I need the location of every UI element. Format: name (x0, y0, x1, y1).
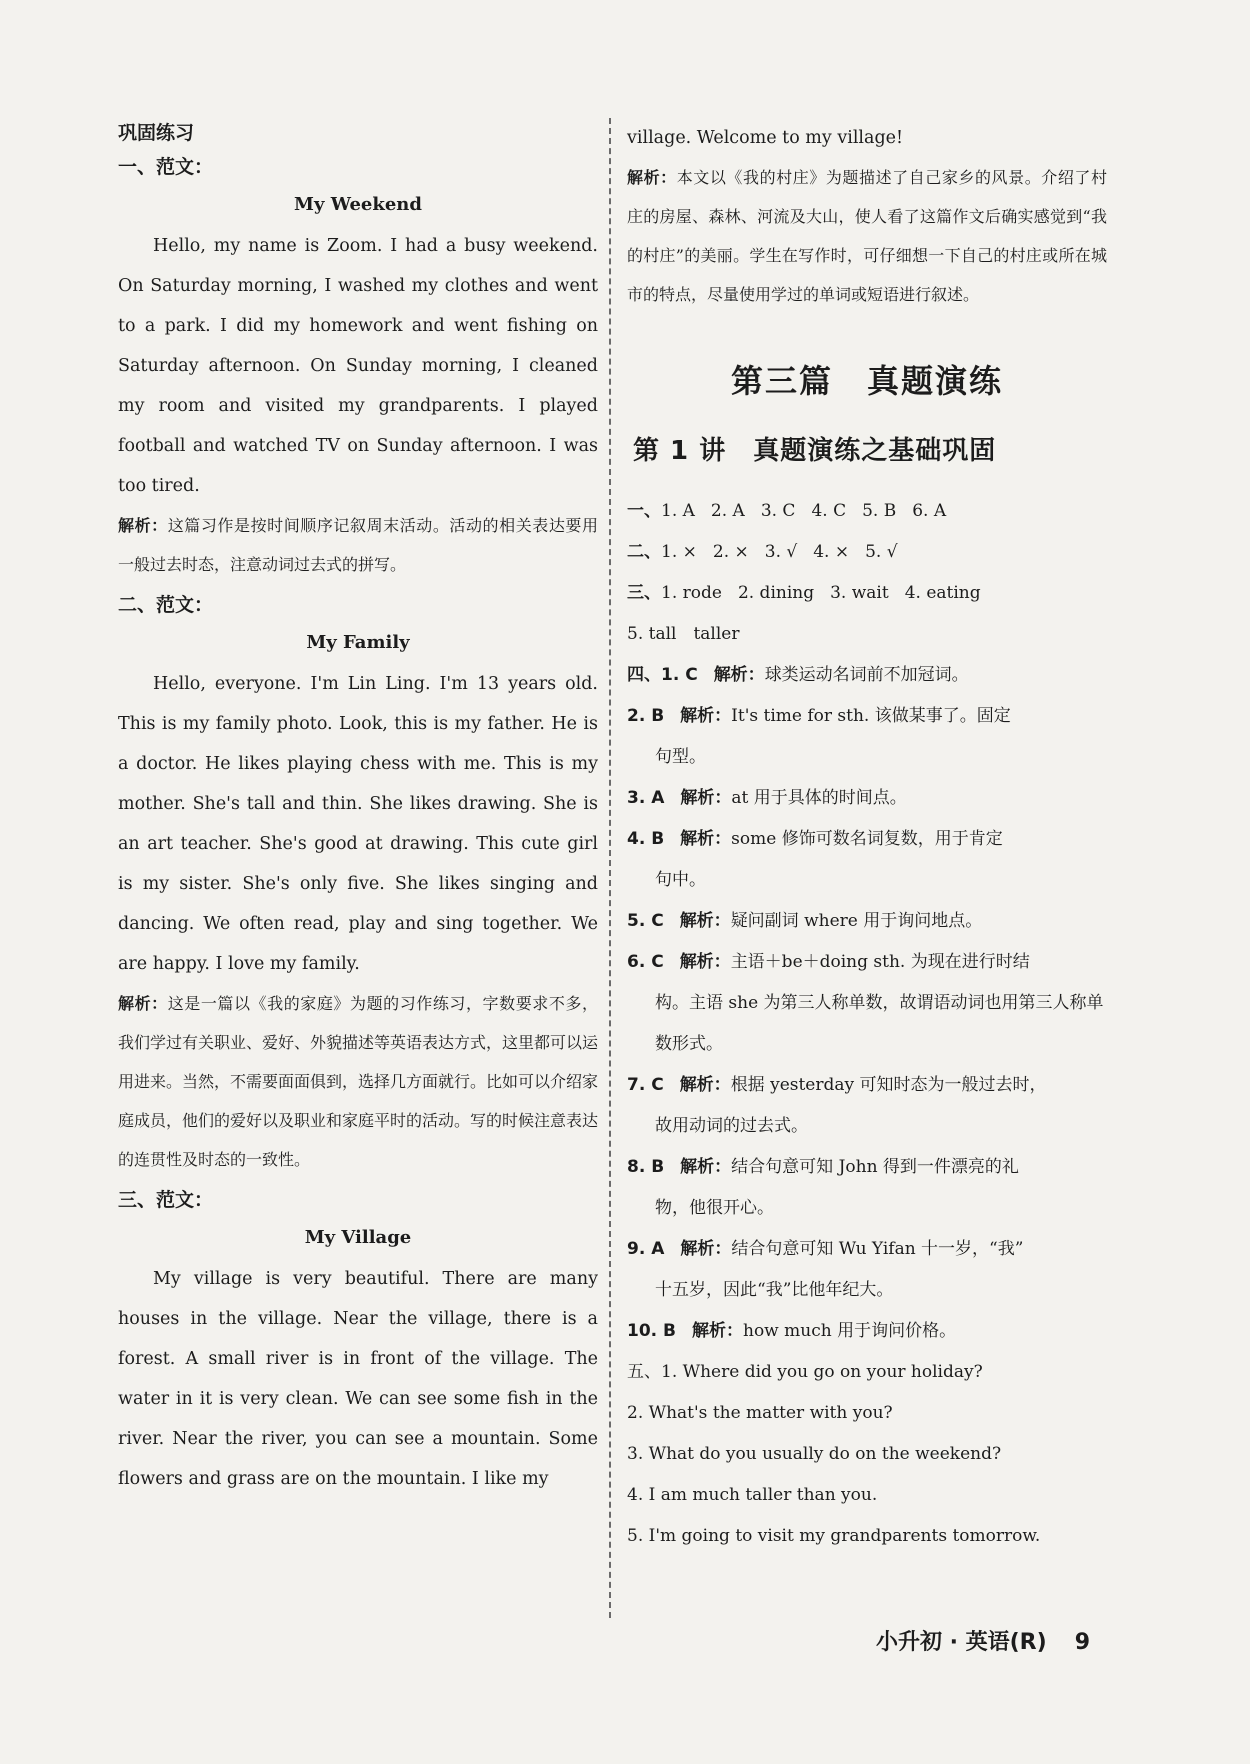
answer-row-1 (627, 491, 1107, 532)
answer-prefix: 三、 (627, 583, 661, 603)
answer-item-row (627, 655, 1107, 696)
answer-number: 8. B (627, 1157, 665, 1177)
left-column (118, 118, 598, 1499)
analysis-label: 解析： (713, 665, 765, 685)
analysis-text: how much 用于询问价格。 (743, 1321, 957, 1341)
essay-2-body: Hello, everyone. I'm Lin Ling. I'm 13 years old. This is my family photo. Look, this is my father. He is a doctor. He likes playing chess with me. This is my mother. She's tall and thin. She likes drawing. She is an art teacher. She's good at drawing. This cute girl is my sister. She's only five. She likes singing and dancing. We often read, play and sing together. We are happy. I love my family. (118, 674, 598, 974)
answer-prefix: 一、 (627, 501, 661, 521)
answer-list-5 (627, 1352, 1107, 1557)
answer-item: 3. √ (764, 542, 798, 562)
essay-3-analysis (627, 158, 1107, 314)
answer-number: 4. B (627, 829, 665, 849)
analysis-text: 这篇习作是按时间顺序记叙周末活动。活动的相关表达要用一般过去时态，注意动词过去式的拼写。 (118, 516, 598, 574)
answer-item: 5. B (862, 501, 897, 521)
essay-2-analysis (118, 984, 598, 1179)
sentence-answer: 2. What's the matter with you? (627, 1403, 893, 1423)
answer-item: 2. A (710, 501, 745, 521)
answer-item: 1. A (661, 501, 695, 521)
analysis-text: 主语＋be＋doing sth. 为现在进行时结 (730, 952, 1030, 972)
answer-item: 1. × (661, 542, 697, 562)
analysis-text: It's time for sth. 该做某事了。固定 (731, 706, 1011, 726)
analysis-continuation: 句型。 (655, 747, 706, 767)
essay-1-analysis (118, 506, 598, 584)
answer-item-row (627, 1229, 1107, 1311)
analysis-text: 这是一篇以《我的家庭》为题的习作练习，字数要求不多，我们学过有关职业、爱好、外貌描述等英语表达方式，这里都可以运用进来。当然，不需要面面俱到，选择几方面就行。比如可以介绍家庭成员，他们的爱好以及职业和家庭平时的活动。写的时候注意表达的连贯性及时态的一致性。 (118, 994, 599, 1169)
answer-row-3b: 5. tall taller (627, 624, 740, 644)
answer-item: 4. C (811, 501, 847, 521)
answer-number: 四、1. C (627, 665, 698, 685)
answer-prefix: 二、 (627, 542, 661, 562)
sentence-answer: 4. I am much taller than you. (627, 1485, 878, 1505)
answer-number: 9. A (627, 1239, 665, 1259)
analysis-continuation: 故用动词的过去式。 (655, 1116, 808, 1136)
answer-item-row (627, 1147, 1107, 1229)
answer-item: 4. × (813, 542, 850, 562)
answer-item-row (627, 1311, 1107, 1352)
essay-1-label: 一、范文： (118, 156, 214, 178)
page-footer (876, 1625, 1090, 1656)
answer-number: 10. B (627, 1321, 676, 1341)
answer-number: 7. C (627, 1075, 664, 1095)
analysis-text: 结合句意可知 Wu Yifan 十一岁，“我” (731, 1239, 1024, 1259)
essay-1-title: My Weekend (294, 194, 422, 215)
analysis-label: 解析： (118, 994, 168, 1013)
essay-3-body: My village is very beautiful. There are many houses in the village. Near the village, there is a forest. A small river is in front of the village. The water in it is very clean. We can see some fish in the river. Near the river, you can see a mountain. Some flowers and grass are on the mountain. I like my (118, 1269, 598, 1489)
analysis-label: 解析： (679, 1075, 731, 1095)
analysis-label: 解析： (680, 706, 732, 726)
sentence-answer: 五、1. Where did you go on your holiday? (627, 1362, 983, 1382)
analysis-label: 解析： (680, 829, 732, 849)
page-number: 9 (1074, 1630, 1090, 1655)
analysis-label: 解析： (118, 516, 168, 535)
column-divider (609, 118, 611, 1618)
analysis-label: 解析： (679, 911, 731, 931)
answer-number: 5. C (627, 911, 664, 931)
analysis-text: at 用于具体的时间点。 (731, 788, 907, 808)
answer-item: 3. wait (830, 583, 889, 603)
answer-item: 1. rode (661, 583, 722, 603)
analysis-label: 解析： (680, 1157, 732, 1177)
analysis-text: 结合句意可知 John 得到一件漂亮的礼 (731, 1157, 1019, 1177)
essay-3-label: 三、范文： (118, 1189, 214, 1211)
right-column (627, 118, 1107, 1557)
answer-row-2 (627, 532, 1107, 573)
answer-number: 6. C (627, 952, 664, 972)
answer-item: 4. eating (904, 583, 981, 603)
analysis-label: 解析： (679, 952, 731, 972)
answer-row-3 (627, 573, 1107, 614)
answer-item-row (627, 696, 1107, 778)
essay-1-body: Hello, my name is Zoom. I had a busy weekend. On Saturday morning, I washed my clothes and went to a park. I did my homework and went fishing on Saturday afternoon. On Sunday morning, I cleaned my room and visited my grandparents. I played football and watched TV on Sunday afternoon. I was too tired. (118, 236, 598, 496)
essay-3-continuation: village. Welcome to my village! (627, 128, 904, 148)
analysis-label: 解析： (680, 1239, 732, 1259)
essay-2-label: 二、范文： (118, 594, 214, 616)
book-title: 小升初 · 英语(R) (875, 1630, 1047, 1655)
analysis-continuation: 构。主语 she 为第三人称单数，故谓语动词也用第三人称单数形式。 (655, 993, 1104, 1054)
answer-item: 3. C (760, 501, 796, 521)
analysis-label: 解析： (627, 168, 677, 187)
section-heading: 巩固练习 (118, 122, 195, 144)
answer-item: 5. √ (865, 542, 898, 562)
analysis-text: 根据 yesterday 可知时态为一般过去时， (730, 1075, 1047, 1095)
chapter-title: 第三篇 真题演练 (730, 362, 1003, 400)
lesson-title: 第 1 讲 真题演练之基础巩固 (633, 436, 997, 466)
answer-item-row (627, 1065, 1107, 1147)
sentence-answer: 3. What do you usually do on the weekend? (627, 1444, 1002, 1464)
analysis-continuation: 物，他很开心。 (655, 1198, 774, 1218)
answer-item-row (627, 942, 1107, 1065)
analysis-continuation: 句中。 (655, 870, 706, 890)
answer-number: 3. A (627, 788, 665, 808)
answer-item: 2. × (712, 542, 749, 562)
essay-3-title: My Village (304, 1227, 412, 1248)
answer-item: 2. dining (737, 583, 815, 603)
answer-item-row (627, 901, 1107, 942)
analysis-text: 疑问副词 where 用于询问地点。 (730, 911, 983, 931)
answer-item: 6. A (912, 501, 947, 521)
analysis-text: 本文以《我的村庄》为题描述了自己家乡的风景。介绍了村庄的房屋、森林、河流及大山，使人看了这篇作文后确实感觉到“我的村庄”的美丽。学生在写作时，可仔细想一下自己的村庄或所在城市的特点，尽量使用学过的单词或短语进行叙述。 (627, 168, 1107, 304)
analysis-continuation: 十五岁，因此“我”比他年纪大。 (655, 1280, 894, 1300)
sentence-answer: 5. I'm going to visit my grandparents tomorrow. (627, 1526, 1041, 1546)
essay-2-title: My Family (306, 632, 410, 653)
analysis-label: 解析： (692, 1321, 743, 1341)
analysis-label: 解析： (680, 788, 732, 808)
answer-number: 2. B (627, 706, 665, 726)
answer-item-row (627, 778, 1107, 819)
answer-item-row (627, 819, 1107, 901)
analysis-text: some 修饰可数名词复数，用于肯定 (731, 829, 1003, 849)
analysis-text: 球类运动名词前不加冠词。 (764, 665, 969, 685)
answer-list-4 (627, 655, 1107, 1352)
